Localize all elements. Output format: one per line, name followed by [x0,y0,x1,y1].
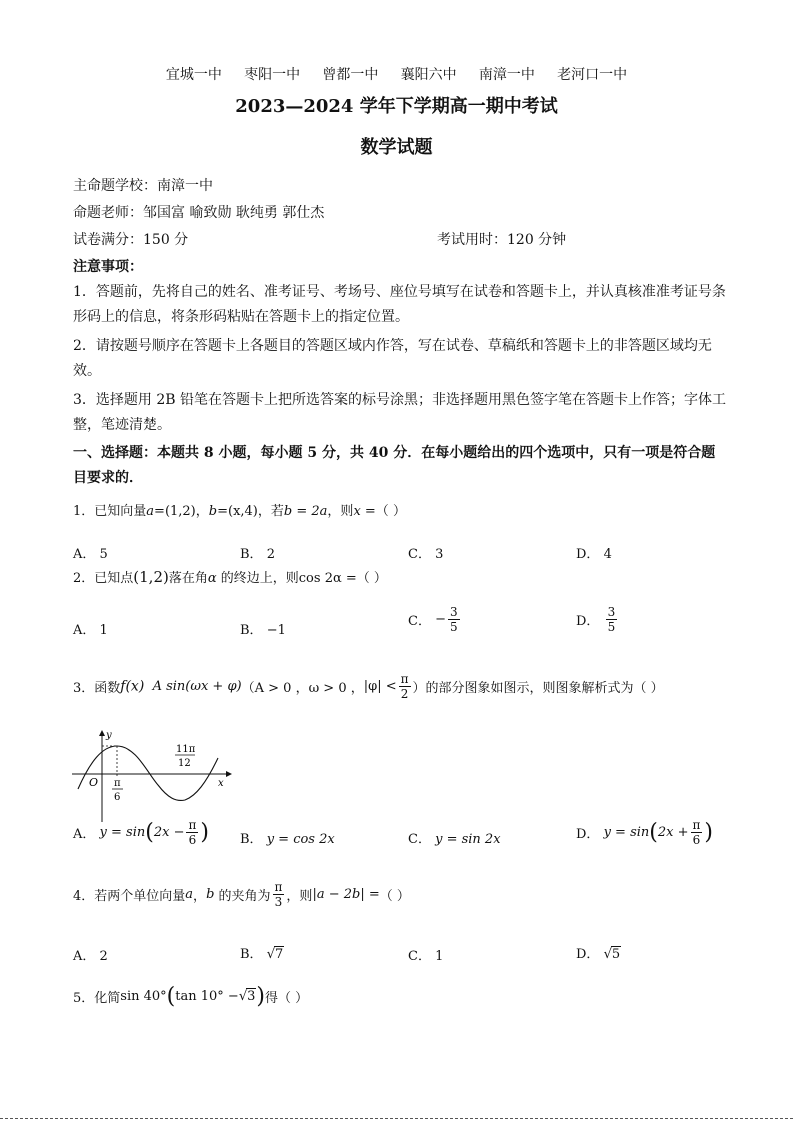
q3-pi: π [400,672,409,686]
q2-option-b [240,619,286,638]
graph-x-label: x [218,778,224,789]
q2-option-c-label: C． [408,614,431,629]
q4-option-b-label: B． [240,947,263,962]
q3-option-d-lparen: ( [649,820,658,845]
q1-option-a [73,543,108,562]
q4-option-a [73,945,108,964]
q3-prefix: 3．函数 [73,681,121,696]
q4-option-b-root: 7 [274,947,284,962]
q3-option-a-rparen: ) [200,820,209,845]
q3-option-c [408,828,501,847]
q2-option-c-num: 3 [450,605,458,619]
info-teachers: 命题老师：邹国富 喻致勋 耿纯勇 郭仕杰 [73,205,325,221]
q2-option-a [73,619,108,638]
q2-option-d-label: D． [576,614,600,629]
exam-subtitle: 数学试题 [360,137,433,158]
question-1 [73,500,406,519]
q3-option-a-label: A． [73,827,96,842]
q4-ask: ，则 [286,889,313,904]
notice-item-1: 1．答题前，先将自己的姓名、准考证号、考场号、座位号填写在试卷和答题卡上，并认真核准准考证号条形码上的信息，将条形码粘贴在答题卡上的指定位置。 [73,284,726,325]
q3-option-a-inner: 2x − [153,825,185,840]
question-5: 5．化简sin 40°(tan 10° −√3)得（ ） [73,984,309,1009]
question-2 [73,567,387,586]
q4-option-a-label: A． [73,949,96,964]
q3-option-b-text: y = cos 2x [266,832,335,847]
q3-option-d-den: 6 [692,833,701,847]
q2-option-b-value: −1 [266,623,286,638]
q2-option-a-value: 1 [99,623,108,638]
schools-line [0,64,793,84]
q3-cond-fraction [399,672,411,701]
q3-option-a-num: π [188,818,197,832]
q4-angle-fraction [273,880,285,909]
q2-option-b-label: B． [240,623,263,638]
q4-den: 3 [274,895,283,909]
q1-cond-pre: ，若 [257,504,284,519]
q3-option-d-num: π [692,818,701,832]
q1-option-a-label: A． [73,547,96,562]
q4-option-c [408,945,443,964]
q2-mid: 落在角 [168,571,208,586]
q1-option-d-label: D． [576,547,600,562]
q3-func: f(x) [120,678,145,695]
graph-tick1-num: π [114,778,121,789]
q3-option-d-label: D． [576,827,600,842]
notice-item-2: 2．请按题号顺序在答题卡上各题目的答题区域内作答，写在试卷、草稿纸和答题卡上的非答题区域均无效。 [73,338,712,379]
q4-expr: |a − 2b| = [312,887,380,902]
q4-vector-b: b [206,887,215,902]
section-1-heading: 一、选择题：本题共 8 小题，每小题 5 分，共 40 分．在每小题给出的四个选项中，只有一项是符合题目要求的． [73,445,716,486]
q3-option-b [240,828,335,847]
q2-expr: cos 2α = [298,571,357,586]
q4-option-d: D． √5 [576,947,621,962]
q3-option-a-fraction [186,818,198,847]
q3-two: 2 [400,687,409,701]
q2-prefix: 2．已知点 [73,571,134,586]
q2-option-a-label: A． [73,623,96,638]
graph-tick2-num: 11π [176,744,196,755]
q1-option-c-label: C． [408,547,431,562]
q1-option-c [408,543,443,562]
page-bottom-rule [0,1118,793,1119]
graph-tick2-den: 12 [178,758,191,769]
school-2: 枣阳一中 [244,67,301,83]
q1-x: x [353,504,361,519]
q3-option-d-pre: y = sin [603,825,650,840]
q4-vector-a: a [185,887,194,902]
q1-option-b [240,543,275,562]
q1-a-value: =(1,2) [154,504,196,519]
q1-option-a-value: 5 [99,547,108,562]
q3-tail: ）的部分图象如图示，则图象解析式为（ ） [412,681,664,696]
q1-vector-a: a [146,504,155,519]
q2-option-c-sign: − [435,612,446,627]
q3-option-c-text: y = sin 2x [435,832,501,847]
school-1: 宜城一中 [165,67,222,83]
q2-tail: （ ） [356,571,387,586]
q1-b-value: =(x,4) [217,504,258,519]
graph-y-arrow [99,730,105,736]
q3-option-b-label: B． [240,832,263,847]
school-6: 老河口一中 [557,67,628,83]
q5-tail: 得（ ） [264,991,309,1006]
q3-option-d-inner: 2x + [657,825,689,840]
q4-option-c-label: C． [408,949,431,964]
notice-item-3: 3．选择题用 2B 铅笔在答题卡上把所选答案的标号涂黑；非选择题用黑色签字笔在答题卡上作答；字体工整，笔迹清楚。 [73,392,727,433]
q2-option-d [576,605,619,634]
q1-comma: ， [195,504,209,519]
q2-option-d-den: 5 [607,620,616,634]
q2-point: (1,2) [133,568,169,586]
q4-num: π [274,880,283,894]
notice-heading: 注意事项： [73,259,143,275]
q4-prefix: 4．若两个单位向量 [73,889,186,904]
graph-tick1-den: 6 [114,792,121,803]
school-3: 曾都一中 [322,67,379,83]
q5-prefix: 5．化简 [73,991,121,1006]
info-school: 主命题学校：南漳一中 [73,178,213,194]
graph-sine-curve [78,746,218,800]
q5-lparen: ( [166,984,176,1009]
q4-tail: （ ） [379,889,410,904]
q3-option-c-label: C． [408,832,431,847]
q4-option-d-root: 5 [611,947,621,962]
info-full-score: 试卷满分：150 分 [73,232,189,248]
q1-condition: b = 2a [283,504,328,519]
exam-title: 2023—2024 学年下学期高一期中考试 [235,96,558,117]
q3-cond2: |φ| < [363,679,397,694]
q3-eq: A sin(ωx + φ) [152,679,242,694]
q5-expr2: tan 10° − [175,989,239,1004]
q2-alpha: α [207,571,217,586]
q2-option-d-fraction [606,605,618,634]
question-4 [73,880,410,909]
q2-option-c-den: 5 [450,620,458,634]
q4-option-c-value: 1 [435,949,444,964]
q3-graph [70,728,240,828]
q3-option-a [73,818,209,847]
q3-cond1: （A > 0 ，ω > 0 ， [241,681,364,696]
q3-option-d-rparen: ) [704,820,713,845]
q2-option-d-num: 3 [607,605,616,619]
q4-option-b: B． √7 [240,947,284,962]
school-4: 襄阳六中 [400,67,457,83]
q2-option-c [408,605,462,634]
school-5: 南漳一中 [478,67,535,83]
q4-mid: 的夹角为 [214,889,271,904]
q4-sep: ， [193,889,207,904]
q1-option-d-value: 4 [603,547,612,562]
question-3 [73,672,664,701]
q3-option-a-den: 6 [188,833,197,847]
graph-y-label: y [106,730,112,741]
q3-option-a-lparen: ( [145,820,154,845]
q5-root: 3 [247,989,256,1004]
graph-origin-label: O [89,776,99,789]
q1-tail: =（ ） [360,504,406,519]
q5-rparen: ) [256,984,265,1009]
q1-prefix: 1．已知向量 [73,504,147,519]
info-time: 考试用时：120 分钟 [437,232,567,248]
q3-option-d [576,818,713,847]
q1-option-c-value: 3 [435,547,444,562]
q2-option-c-fraction [448,605,460,634]
q3-option-a-pre: y = sin [99,825,146,840]
q4-option-a-value: 2 [99,949,108,964]
q1-option-b-value: 2 [266,547,275,562]
q3-option-d-fraction [691,818,703,847]
q1-option-b-label: B． [240,547,263,562]
q4-option-d-label: D． [576,947,600,962]
q1-ask: ，则 [327,504,354,519]
q5-expr1: sin 40° [120,989,167,1004]
q2-mid2: 的终边上，则 [216,571,299,586]
graph-x-arrow [226,771,232,777]
q1-option-d [576,543,612,562]
q1-vector-b: b [208,504,218,519]
